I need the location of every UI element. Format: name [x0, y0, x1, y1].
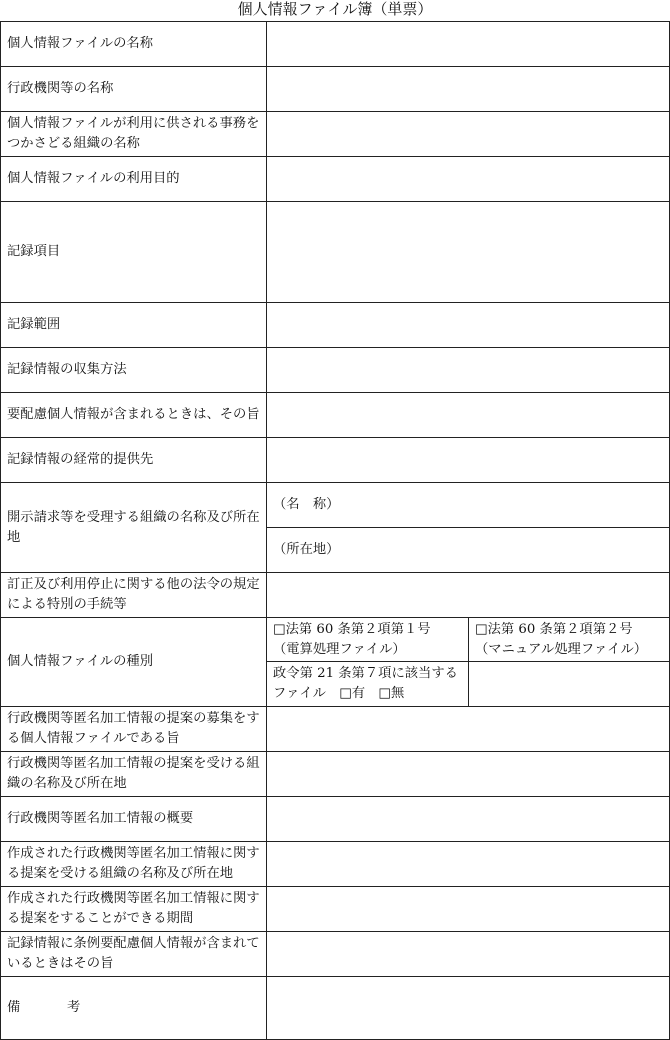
label-created-anon-period: 作成された行政機関等匿名加工情報に関する提案をすることができる期間	[1, 887, 267, 932]
label-anon-receive-org: 行政機関等匿名加工情報の提案を受ける組織の名称及び所在地	[1, 752, 267, 797]
row-record-scope	[1, 303, 670, 348]
row-created-anon-period	[1, 887, 670, 932]
value-agency-name[interactable]	[267, 67, 670, 112]
form-title: 個人情報ファイル簿（単票）	[237, 0, 433, 18]
label-record-items: 記録項目	[1, 202, 267, 303]
label-ordinance-sensitive: 記録情報に条例要配慮個人情報が含まれているときはその旨	[1, 932, 267, 977]
label-anon-recruit: 行政機関等匿名加工情報の提案の募集をする個人情報ファイルである旨	[1, 707, 267, 752]
label-agency-name: 行政機関等の名称	[1, 67, 267, 112]
checkbox-manual-file[interactable]: □法第 60 条第２項第２号	[475, 621, 633, 637]
value-disclosure-name[interactable]	[267, 483, 670, 528]
label-purpose: 個人情報ファイルの利用目的	[1, 157, 267, 202]
label-disclosure-org: 開示請求等を受理する組織の名称及び所在地	[1, 483, 267, 573]
manual-file-caption: （マニュアル処理ファイル）	[475, 641, 648, 657]
label-org-name: 個人情報ファイルが利用に供される事務をつかさどる組織の名称	[1, 112, 267, 157]
label-anon-overview: 行政機関等匿名加工情報の概要	[1, 797, 267, 842]
row-created-anon-org	[1, 842, 670, 887]
row-regular-recipients	[1, 438, 670, 483]
value-record-items[interactable]	[267, 202, 670, 303]
electronic-file-caption: （電算処理ファイル）	[273, 641, 406, 657]
row-special-procedure	[1, 573, 670, 618]
value-special-procedure[interactable]	[267, 573, 670, 618]
disclosure-name-sublabel: （名 称）	[273, 497, 340, 512]
row-ordinance-sensitive	[1, 932, 670, 977]
row-file-type	[1, 618, 670, 662]
row-remarks	[1, 977, 670, 1040]
ordinance-caption: 政令第 21 条第７項に該当する	[273, 666, 458, 681]
value-remarks[interactable]	[267, 977, 670, 1040]
label-remarks	[1, 977, 267, 1040]
file-type-option-manual[interactable]	[469, 618, 670, 662]
ordinance-blank-cell	[469, 662, 670, 707]
value-created-anon-org[interactable]	[267, 842, 670, 887]
row-record-items	[1, 202, 670, 303]
value-collection-method[interactable]	[267, 348, 670, 393]
value-anon-receive-org[interactable]	[267, 752, 670, 797]
value-sensitive-info[interactable]	[267, 393, 670, 438]
checkbox-electronic-file[interactable]: □法第 60 条第２項第１号	[273, 621, 431, 637]
row-purpose	[1, 157, 670, 202]
row-anon-receive-org	[1, 752, 670, 797]
value-created-anon-period[interactable]	[267, 887, 670, 932]
row-collection-method	[1, 348, 670, 393]
value-anon-overview[interactable]	[267, 797, 670, 842]
label-file-type: 個人情報ファイルの種別	[1, 618, 267, 707]
row-org-name	[1, 112, 670, 157]
value-regular-recipients[interactable]	[267, 438, 670, 483]
remarks-char-1: 備	[7, 1000, 21, 1015]
value-org-name[interactable]	[267, 112, 670, 157]
value-anon-recruit[interactable]	[267, 707, 670, 752]
value-purpose[interactable]	[267, 157, 670, 202]
value-disclosure-address[interactable]	[267, 528, 670, 573]
label-sensitive-info: 要配慮個人情報が含まれるときは、その旨	[1, 393, 267, 438]
disclosure-address-sublabel: （所在地）	[273, 542, 340, 557]
ordinance-yes-no-checkboxes[interactable]: ファイル □有 □無	[273, 686, 405, 701]
file-type-option-electronic[interactable]	[267, 618, 469, 662]
value-ordinance-sensitive[interactable]	[267, 932, 670, 977]
row-sensitive-info	[1, 393, 670, 438]
ordinance-applicability[interactable]	[267, 662, 469, 707]
remarks-char-2: 考	[67, 1000, 81, 1015]
value-record-scope[interactable]	[267, 303, 670, 348]
row-disclosure-name	[1, 483, 670, 528]
row-file-name	[1, 22, 670, 67]
label-regular-recipients: 記録情報の経常的提供先	[1, 438, 267, 483]
value-file-name[interactable]	[267, 22, 670, 67]
row-anon-overview	[1, 797, 670, 842]
label-created-anon-org: 作成された行政機関等匿名加工情報に関する提案を受ける組織の名称及び所在地	[1, 842, 267, 887]
label-special-procedure: 訂正及び利用停止に関する他の法令の規定による特別の手続等	[1, 573, 267, 618]
label-collection-method: 記録情報の収集方法	[1, 348, 267, 393]
label-record-scope: 記録範囲	[1, 303, 267, 348]
row-agency-name	[1, 67, 670, 112]
row-anon-recruit	[1, 707, 670, 752]
label-file-name: 個人情報ファイルの名称	[1, 22, 267, 67]
personal-info-file-register-table	[0, 21, 670, 1040]
